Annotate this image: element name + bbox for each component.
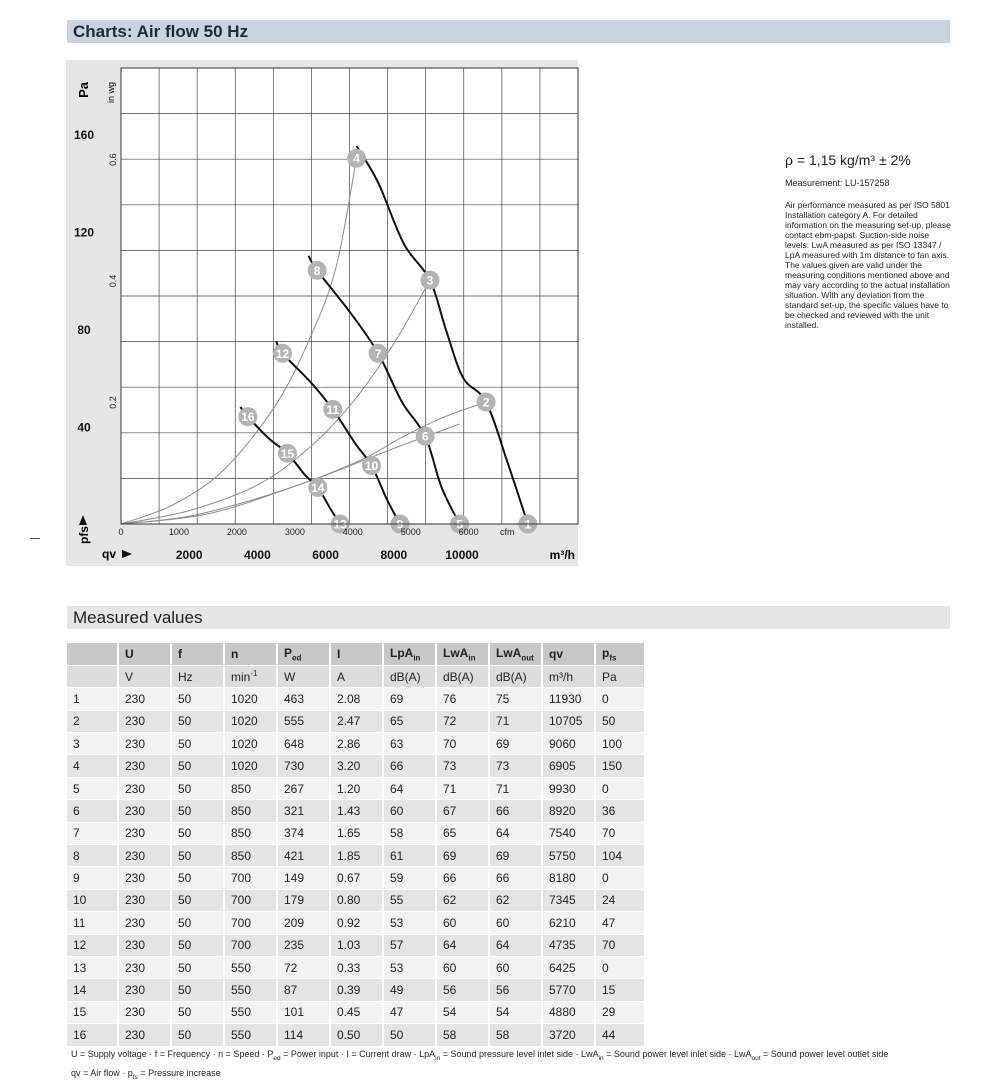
table-cell: 0.80 (330, 889, 383, 911)
table-cell: 149 (277, 867, 330, 889)
table-header-row (67, 643, 645, 665)
table-cell: 1.65 (330, 822, 383, 844)
table-cell: 75 (489, 688, 542, 710)
table-cell: 71 (489, 777, 542, 799)
table-cell: 8920 (542, 800, 595, 822)
table-cell: 49 (383, 979, 436, 1001)
table-cell: 61 (383, 845, 436, 867)
table-cell: 7 (67, 822, 118, 844)
table-cell: dB(A) (436, 665, 489, 687)
table-row (67, 979, 645, 1001)
table-cell: Pa (595, 665, 645, 687)
table-cell: A (330, 665, 383, 687)
operating-point-12 (273, 344, 292, 363)
table-cell: 230 (118, 956, 171, 978)
table-cell: 6210 (542, 912, 595, 934)
table-cell: 421 (277, 845, 330, 867)
table-cell: 555 (277, 710, 330, 732)
table-cell: 700 (224, 912, 277, 934)
operating-point-label: 13 (333, 517, 347, 532)
table-cell: 11 (67, 912, 118, 934)
operating-point-8 (308, 261, 327, 280)
table-row (67, 1001, 645, 1023)
table-cell: 463 (277, 688, 330, 710)
air-density: ρ = 1,15 kg/m³ ± 2% (785, 152, 911, 168)
table-cell: 50 (171, 845, 224, 867)
table-cell: 50 (171, 956, 224, 978)
table-cell: 6425 (542, 956, 595, 978)
table-cell: 70 (595, 822, 645, 844)
table-cell: 66 (489, 800, 542, 822)
operating-point-label: 2 (482, 395, 490, 410)
table-cell: 0 (595, 867, 645, 889)
cfm-tick-label: 0 (118, 527, 124, 537)
table-cell: 50 (171, 733, 224, 755)
y-tick-label: 40 (77, 420, 91, 435)
table-cell: 9930 (542, 777, 595, 799)
table-cell: 230 (118, 979, 171, 1001)
table-cell: m³/h (542, 665, 595, 687)
table-cell: 1.03 (330, 934, 383, 956)
table-cell: 50 (383, 1024, 436, 1046)
table-cell: 71 (436, 777, 489, 799)
table-cell: 56 (436, 979, 489, 1001)
legend-line-1: U = Supply voltage · f = Frequency · n = Speed · $P_{ed}$ = Power input · I = Current draw · LpA$_{in}$ = Sound pressure level inlet side · LwA$_{in}$ = Sound power level inlet side · LwA$_{out}$ = Sound power level outlet side (71, 1049, 889, 1062)
table-cell: 64 (383, 777, 436, 799)
table-row (67, 688, 645, 710)
table-cell: 550 (224, 1024, 277, 1046)
table-row (67, 934, 645, 956)
table-cell: 850 (224, 800, 277, 822)
table-cell: 36 (595, 800, 645, 822)
cfm-tick-label: 6000 (458, 527, 479, 537)
table-cell: 0.92 (330, 912, 383, 934)
table-cell: 6 (67, 800, 118, 822)
table-cell: 850 (224, 845, 277, 867)
table-cell: 71 (489, 710, 542, 732)
table-cell: 15 (67, 1001, 118, 1023)
table-cell: 55 (383, 889, 436, 911)
table-cell: 8180 (542, 867, 595, 889)
table-cell: 230 (118, 688, 171, 710)
table-row (67, 822, 645, 844)
table-cell: W (277, 665, 330, 687)
table-cell: 230 (118, 867, 171, 889)
table-cell: 50 (171, 1001, 224, 1023)
table-cell: 70 (595, 934, 645, 956)
table-cell: 72 (436, 710, 489, 732)
table-cell: 47 (383, 1001, 436, 1023)
table-cell: 50 (171, 912, 224, 934)
table-cell: 230 (118, 777, 171, 799)
table-row (67, 889, 645, 911)
operating-point-label: 5 (456, 517, 464, 532)
table-cell: 60 (436, 912, 489, 934)
table-cell: 50 (171, 934, 224, 956)
table-cell: 230 (118, 755, 171, 777)
table-cell: 76 (436, 688, 489, 710)
table-cell: 700 (224, 889, 277, 911)
measurement-id: Measurement: LU-157258 (785, 178, 890, 188)
x-tick-label: 10000 (445, 548, 479, 562)
table-cell: 16 (67, 1024, 118, 1046)
operating-point-label: 11 (326, 402, 340, 417)
operating-point-2 (477, 393, 496, 412)
table-cell: 1020 (224, 710, 277, 732)
table-cell: 100 (595, 733, 645, 755)
operating-point-16 (238, 407, 257, 426)
table-cell: 57 (383, 934, 436, 956)
table-cell: 24 (595, 889, 645, 911)
table-cell: 8 (67, 845, 118, 867)
airflow-chart (66, 60, 586, 570)
table-cell: 101 (277, 1001, 330, 1023)
y-tick-label: 160 (73, 127, 95, 142)
table-cell: dB(A) (383, 665, 436, 687)
table-cell: 0.39 (330, 979, 383, 1001)
table-cell: 7540 (542, 822, 595, 844)
table-cell: 104 (595, 845, 645, 867)
table-cell: 230 (118, 912, 171, 934)
table-cell: 230 (118, 800, 171, 822)
table-cell: 15 (595, 979, 645, 1001)
table-cell: 50 (171, 800, 224, 822)
table-cell: 66 (489, 867, 542, 889)
table-cell: 850 (224, 822, 277, 844)
table-cell: 1020 (224, 733, 277, 755)
table-cell: 1.20 (330, 777, 383, 799)
table-cell: 700 (224, 934, 277, 956)
table-cell: 267 (277, 777, 330, 799)
x-tick-label: 6000 (312, 548, 339, 562)
table-row (67, 777, 645, 799)
table-row (67, 710, 645, 732)
table-cell: 13 (67, 956, 118, 978)
table-cell: 50 (171, 755, 224, 777)
table-cell: 62 (489, 889, 542, 911)
table-cell: 29 (595, 1001, 645, 1023)
table-cell: 50 (171, 867, 224, 889)
x-axis-label: qv (102, 547, 117, 561)
table-cell: 69 (436, 845, 489, 867)
table-cell: 67 (436, 800, 489, 822)
table-cell: 60 (383, 800, 436, 822)
table-cell: 2 (67, 710, 118, 732)
table-cell: 230 (118, 845, 171, 867)
table-cell: V (118, 665, 171, 687)
y-tick-label: 80 (77, 322, 91, 337)
table-row (67, 755, 645, 777)
table-cell: 65 (383, 710, 436, 732)
table-cell: dB(A) (489, 665, 542, 687)
table-cell: 44 (595, 1024, 645, 1046)
table-row (67, 845, 645, 867)
margin-mark (30, 538, 40, 539)
y-axis-label: Pa (76, 82, 91, 98)
table-row (67, 733, 645, 755)
table-cell: 60 (489, 956, 542, 978)
operating-point-4 (347, 149, 366, 168)
table-cell: 47 (595, 912, 645, 934)
operating-point-label: 10 (364, 458, 379, 473)
operating-point-10 (362, 456, 381, 475)
table-cell: 50 (171, 777, 224, 799)
table-cell: 70 (436, 733, 489, 755)
table-cell: 1.85 (330, 845, 383, 867)
table-cell: 69 (489, 733, 542, 755)
table-cell: 2.47 (330, 710, 383, 732)
y-bottom-label: pfs (77, 526, 91, 544)
table-cell: 374 (277, 822, 330, 844)
table-cell: 1 (67, 688, 118, 710)
operating-point-3 (420, 271, 439, 290)
table-cell: LpA$_{in}$ (383, 643, 436, 665)
table-cell: 50 (171, 822, 224, 844)
table-cell: 4 (67, 755, 118, 777)
table-cell: Hz (171, 665, 224, 687)
table-cell: 69 (489, 845, 542, 867)
table-cell: 230 (118, 934, 171, 956)
table-cell: 11930 (542, 688, 595, 710)
table-cell: 230 (118, 710, 171, 732)
cfm-tick-label: 1000 (168, 527, 189, 537)
table-cell: 60 (436, 956, 489, 978)
measured-values-title: Measured values (67, 606, 950, 629)
table-cell: $\min^{-1}$ (224, 665, 277, 687)
table-row (67, 800, 645, 822)
table-cell (67, 643, 118, 665)
table-cell: 209 (277, 912, 330, 934)
table-row (67, 912, 645, 934)
table-cell: 10705 (542, 710, 595, 732)
table-cell: 58 (489, 1024, 542, 1046)
table-cell: 700 (224, 867, 277, 889)
table-cell: 5750 (542, 845, 595, 867)
chart-section-title: Charts: Air flow 50 Hz (67, 20, 950, 43)
table-cell: 73 (436, 755, 489, 777)
table-cell: 50 (171, 1024, 224, 1046)
table-cell: 65 (436, 822, 489, 844)
table-cell: 73 (489, 755, 542, 777)
table-cell: 179 (277, 889, 330, 911)
x-tick-label: 2000 (175, 548, 203, 562)
table-cell: 648 (277, 733, 330, 755)
table-cell: 10 (67, 889, 118, 911)
legend-line-2: qv = Air flow · $p_{fs}$ = Pressure increase (71, 1067, 221, 1081)
table-cell: LwA$_{in}$ (436, 643, 489, 665)
table-cell: 4735 (542, 934, 595, 956)
table-cell: 72 (277, 956, 330, 978)
operating-point-15 (278, 444, 297, 463)
table-cell: 0.33 (330, 956, 383, 978)
measured-values-table (67, 643, 646, 1047)
table-cell: 56 (489, 979, 542, 1001)
table-cell: 54 (489, 1001, 542, 1023)
table-cell: f (171, 643, 224, 665)
operating-point-label: 3 (426, 273, 434, 288)
table-cell: 0 (595, 688, 645, 710)
table-cell: 0.50 (330, 1024, 383, 1046)
table-cell: 850 (224, 777, 277, 799)
table-cell: 1020 (224, 688, 277, 710)
inwg-tick-label: 0.6 (108, 153, 118, 166)
table-cell: 7345 (542, 889, 595, 911)
operating-point-label: 8 (313, 263, 321, 278)
table-cell: n (224, 643, 277, 665)
table-cell: 0.45 (330, 1001, 383, 1023)
x-tick-label: 8000 (380, 548, 408, 562)
operating-point-label: 12 (275, 346, 290, 361)
table-cell: 321 (277, 800, 330, 822)
operating-point-11 (323, 400, 342, 419)
table-cell: 5 (67, 777, 118, 799)
table-cell: 66 (436, 867, 489, 889)
cfm-unit-label: cfm (499, 527, 515, 537)
inwg-tick-label: 0.4 (108, 274, 118, 288)
table-cell: 0 (595, 956, 645, 978)
operating-point-label: 9 (396, 517, 404, 532)
table-cell: 550 (224, 979, 277, 1001)
table-cell: I (330, 643, 383, 665)
cfm-tick-label: 4000 (342, 527, 363, 537)
operating-point-14 (308, 478, 327, 497)
table-row (67, 1024, 645, 1046)
table-cell: 1.43 (330, 800, 383, 822)
operating-point-label: 6 (421, 429, 429, 444)
table-cell: 0.67 (330, 867, 383, 889)
operating-point-6 (416, 427, 435, 446)
table-cell: 550 (224, 956, 277, 978)
table-cell: 64 (489, 822, 542, 844)
table-cell: 64 (489, 934, 542, 956)
table-cell: 230 (118, 822, 171, 844)
table-cell: 14 (67, 979, 118, 1001)
inwg-tick-label: 0.2 (108, 396, 118, 409)
table-cell: $P_{ed}$ (277, 643, 330, 665)
table-cell: 66 (383, 755, 436, 777)
operating-point-label: 15 (280, 446, 295, 461)
table-cell: LwA$_{out}$ (489, 643, 542, 665)
table-cell: 12 (67, 934, 118, 956)
operating-point-label: 4 (353, 151, 360, 166)
table-cell: U (118, 643, 171, 665)
table-cell: 6905 (542, 755, 595, 777)
abbreviation-legend (71, 1047, 951, 1085)
table-cell: 59 (383, 867, 436, 889)
table-cell: 50 (171, 710, 224, 732)
table-cell: 58 (383, 822, 436, 844)
table-cell: 230 (118, 1024, 171, 1046)
table-cell (67, 665, 118, 687)
operating-point-label: 7 (374, 346, 382, 361)
cfm-tick-label: 3000 (284, 527, 305, 537)
x-unit-label: m³/h (549, 548, 575, 562)
table-cell: 5770 (542, 979, 595, 1001)
cfm-tick-label: 2000 (226, 527, 247, 537)
measurement-note: Air performance measured as per ISO 5801 Installation category A. For detailed information on the measuring set-up, please contact ebm-papst. Suction-side noise levels: LwA measured as per ISO 13347 / LpA measured with 1m distance to fan axis. The values given are valid under the measuring conditions mentioned above and may vary according to the actual installation situation. With any deviation from the standard set-up, the specific values have to be checked and reviewed with the unit installed. (785, 200, 951, 330)
operating-point-label: 1 (524, 517, 532, 532)
table-cell: 3.20 (330, 755, 383, 777)
table-cell: 3720 (542, 1024, 595, 1046)
table-cell: 230 (118, 733, 171, 755)
table-cell: qv (542, 643, 595, 665)
operating-point-label: 14 (311, 480, 325, 495)
table-cell: 114 (277, 1024, 330, 1046)
table-cell: 9 (67, 867, 118, 889)
table-cell: 230 (118, 889, 171, 911)
table-cell: 50 (171, 889, 224, 911)
table-row (67, 956, 645, 978)
table-cell: 50 (171, 979, 224, 1001)
table-cell: 3 (67, 733, 118, 755)
table-row (67, 867, 645, 889)
table-cell: 58 (436, 1024, 489, 1046)
side-note (785, 152, 955, 330)
table-cell: 53 (383, 956, 436, 978)
table-cell: 50 (595, 710, 645, 732)
table-cell: 730 (277, 755, 330, 777)
table-cell: 150 (595, 755, 645, 777)
table-cell: 0 (595, 777, 645, 799)
table-cell: 50 (171, 688, 224, 710)
y-tick-label: 120 (73, 225, 95, 240)
table-cell: 53 (383, 912, 436, 934)
table-cell: 69 (383, 688, 436, 710)
cfm-tick-label: 5000 (400, 527, 421, 537)
x-tick-label: 4000 (244, 548, 271, 562)
table-cell: 2.08 (330, 688, 383, 710)
y-secondary-label: in wg (106, 82, 116, 104)
table-unit-row (67, 665, 645, 687)
table-cell: 9060 (542, 733, 595, 755)
table-cell: 54 (436, 1001, 489, 1023)
table-cell: 62 (436, 889, 489, 911)
table-cell: 235 (277, 934, 330, 956)
table-cell: 64 (436, 934, 489, 956)
table-cell: 1020 (224, 755, 277, 777)
table-cell: 63 (383, 733, 436, 755)
operating-point-7 (369, 344, 388, 363)
table-cell: 230 (118, 1001, 171, 1023)
table-cell: 87 (277, 979, 330, 1001)
operating-point-label: 16 (241, 410, 255, 425)
table-cell: 2.86 (330, 733, 383, 755)
table-cell: 550 (224, 1001, 277, 1023)
table-cell: 60 (489, 912, 542, 934)
table-cell: $p_{fs}$ (595, 643, 645, 665)
table-cell: 4880 (542, 1001, 595, 1023)
